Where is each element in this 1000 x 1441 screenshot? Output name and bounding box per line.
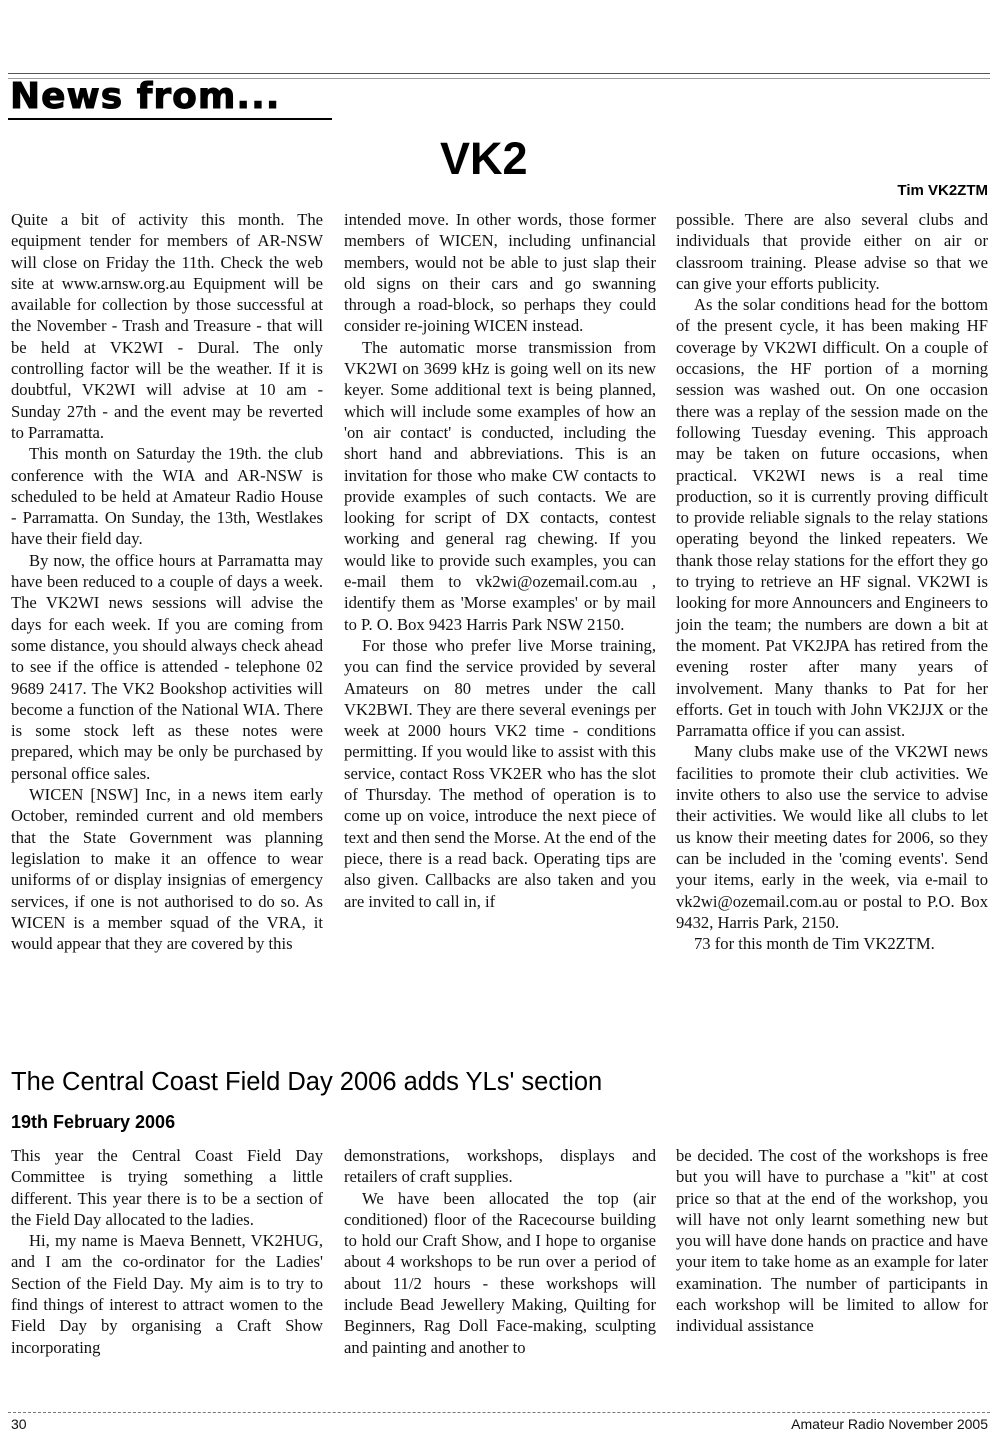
publication-name: Amateur Radio November 2005 [791, 1416, 988, 1432]
article2-title: The Central Coast Field Day 2006 adds YLs' section [11, 1068, 603, 1096]
article2-column-1 [11, 1145, 323, 1358]
paragraph: WICEN [NSW] Inc, in a news item early October, reminded current and old members that the State Government was planning legislation to make it an offence to wear uniforms of or display insignias of emergency services, if one is not authorised to do so. As WICEN is a member squad of the VRA, it would appear that they are covered by this [11, 785, 323, 954]
section-banner: News from... [10, 76, 281, 117]
author-byline: Tim VK2ZTM [897, 182, 988, 199]
article1-column-3 [676, 209, 988, 954]
paragraph: We have been allocated the top (air conditioned) floor of the Racecourse building to hold our Craft Show, and I hope to organise about 4 workshops to be run over a period of about 11/2 hours - these workshops will include Bead Jewellery Making, Quilting for Beginners, Rag Doll Face-making, sculpting and painting and another to [344, 1188, 656, 1357]
paragraph: Many clubs make use of the VK2WI news facilities to promote their club activities. We invite others to also use the service to advise their activities. We would like all clubs to let us know their meeting dates for 2006, so they can be included in the 'coming events'. Send your items, early in the week, via e-mail to vk2wi@ozemail.com.au or postal to P.O. Box 9432, Harris Park, 2150. [676, 742, 988, 932]
paragraph: be decided. The cost of the workshops is free but you will have to purchase a "kit" at cost price so that at the end of the workshop, you will have not only learnt something new but you will have done hands on practice and have your item to take home as an example for later examination. The number of participants in each workshop will be limited to allow for individual assistance [676, 1146, 988, 1336]
paragraph: This month on Saturday the 19th. the club conference with the WIA and AR-NSW is scheduled to be held at Amateur Radio House - Parramatta. On Sunday, the 13th, Westlakes have their field day. [11, 444, 323, 549]
paragraph: 73 for this month de Tim VK2ZTM. [694, 934, 935, 954]
paragraph: intended move. In other words, those former members of WICEN, including unfinancial members, would not be able to just slap their old signs on their cars and go swanning through a road-block, so perhaps they could consider re-joining WICEN instead. [344, 210, 656, 336]
paragraph: For those who prefer live Morse training, you can find the service provided by several Amateurs on 80 metres under the call VK2BWI. They are there several evenings per week at 2000 hours VK2 time - conditions permitting. If you would like to assist with this service, contact Ross VK2ER who has the slot of Thursday. The method of operation is to come up on voice, introduce the next piece of text and then send the Morse. At the end of the piece, there is a read back. Operating tips are also given. Callbacks are also taken and you are invited to call in, if [344, 635, 656, 911]
paragraph: demonstrations, workshops, displays and retailers of craft supplies. [344, 1146, 656, 1187]
article1-column-1 [11, 209, 323, 954]
article2-column-3 [676, 1145, 988, 1337]
banner-underline [8, 118, 332, 120]
section-heading: VK2 [440, 133, 528, 184]
paragraph: possible. There are also several clubs and individuals that provide either on air or classroom training. Please advise so that we can give your efforts publicity. [676, 210, 988, 293]
paragraph: By now, the office hours at Parramatta may have been reduced to a couple of days a week. The VK2WI news sessions will advise the days for each week. If you are coming from some distance, you should always check ahead to see if the office is attended - telephone 02 9689 2417. The VK2 Bookshop activities will become a function of the National WIA. There is some stock left as these notes were prepared, which may be only be purchased by personal office sales. [11, 550, 323, 783]
paragraph: Quite a bit of activity this month. The equipment tender for members of AR-NSW will close on Friday the 11th. Check the web site at www.arnsw.org.au Equipment will be available for collection by those successful at the November - Trash and Treasure - that will be held at VK2WI - Dural. The only controlling factor will be the weather. If it is doubtful, VK2WI will advise at 10 am - Sunday 27th - and the event may be reverted to Parramatta. [11, 210, 323, 442]
article2-column-2 [344, 1145, 656, 1358]
article1-column-2 [344, 209, 656, 912]
paragraph: This year the Central Coast Field Day Committee is trying something a little different. This year there is to be a section of the Field Day allocated to the ladies. [11, 1146, 323, 1229]
top-rule [8, 73, 990, 74]
paragraph: Hi, my name is Maeva Bennett, VK2HUG, and I am the co-ordinator for the Ladies' Section of the Field Day. My aim is to try to find things of interest to attract women to the Field Day by organising a Craft Show incorporating [11, 1231, 323, 1357]
footer-rule [8, 1412, 990, 1413]
paragraph: The automatic morse transmission from VK2WI on 3699 kHz is going well on its new keyer. Some additional text is being planned, which will include some examples of how an 'on air contact' is conducted, including the short hand and abbreviations. This is an invitation for those who make CW contacts to provide examples of such contacts. We are looking for script of DX contacts, contest working and general rag chewing. If you would like to provide such examples, you can e-mail them to vk2wi@ozemail.com.au , identify them as 'Morse examples' or by mail to P. O. Box 9423 Harris Park NSW 2150. [344, 337, 656, 634]
article2-subtitle: 19th February 2006 [11, 1112, 176, 1132]
page-number: 30 [11, 1416, 27, 1432]
paragraph: As the solar conditions head for the bottom of the present cycle, it has been making HF coverage by VK2WI difficult. On a couple of occasions, the HF portion of a morning session was washed out. On one occasion there was a replay of the session made on the following Tuesday evening. This approach may be taken on future occasions, when practical. VK2WI news is a real time production, so it is currently proving difficult to provide reliable signals to the relay stations operating beyond the linked repeaters. We thank those relay stations for the effort they go to trying to retrieve an HF signal. VK2WI is looking for more Announcers and Engineers to join the team; the numbers are down a bit at the moment. Pat VK2JPA has retired from the evening roster after many years of involvement. Many thanks to Pat for her efforts. Get in touch with John VK2JJX or the Parramatta office if you can assist. [676, 295, 988, 741]
